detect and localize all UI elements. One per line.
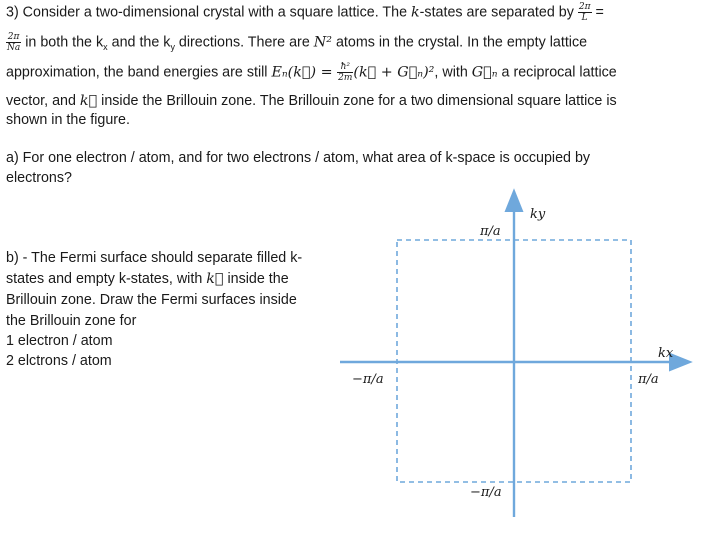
question-line-5 [6,112,130,128]
question-line-3 [6,62,617,83]
part-a-line-2 [6,170,72,186]
left-boundary-label: −π/a [352,372,384,387]
part-b-text: 1 electron / atom [6,333,113,349]
k-vector: k⃗ [206,271,224,287]
part-b-text: the Brillouin zone for [6,313,137,329]
part-b-text: Brillouin zone. Draw the Fermi surfaces inside [6,292,297,308]
part-b-text: 2 elctrons / atom [6,353,112,369]
kx-label: kx [658,346,674,361]
q-text: inside the Brillouin zone. The Brillouin zone for a two dimensional square lattice is [97,93,617,109]
frac-den: Na [7,43,21,53]
frac-den: L [581,13,588,23]
energy-formula-tail: (k⃗ + G⃗ₙ)² [353,64,435,81]
sub-x: x [103,42,108,53]
brillouin-zone-figure [330,185,700,520]
fraction-2pi-over-L [578,2,592,23]
q-text: shown in the figure. [6,112,130,128]
part-b-text: inside the [223,271,289,287]
n-squared: N² [313,34,332,51]
question-line-2 [6,32,587,53]
part-a-line-1 [6,150,590,166]
q-text: a reciprocal lattice [497,64,617,81]
energy-formula: Eₙ(k⃗) = [271,64,338,81]
fraction-hbar2-over-2m [337,62,353,83]
right-boundary-label: π/a [638,372,659,387]
sub-y: y [170,42,175,53]
part-a-text: electrons? [6,170,72,186]
top-boundary-label: π/a [480,224,501,239]
part-b-text: states and empty k-states, with [6,271,207,287]
k-symbol: k [411,4,420,21]
q-text: , with [434,64,472,81]
q-text: in both the k [25,34,104,51]
q-text: approximation, the band energies are still [6,64,272,81]
ky-label: ky [530,207,546,222]
part-b-text: b) - The Fermi surface should separate filled k- [6,250,303,266]
part-b-line-1 [6,250,302,266]
q-text: 3) Consider a two-dimensional crystal with a square lattice. The [6,4,411,21]
equals-sign: = [595,4,604,21]
g-vector: G⃗ₙ [471,64,498,81]
frac-num: 2π [7,32,20,42]
frac-den: 2m [338,73,353,83]
k-vector: k⃗ [79,93,98,109]
q-text: atoms in the crystal. In the empty lattice [332,34,588,51]
q-text: vector, and [6,93,80,109]
q-text: -states are separated by [419,4,574,21]
question-line-4 [6,93,617,109]
q-text: directions. There are [174,34,314,51]
part-b-line-6 [6,353,112,369]
question-line-1 [6,2,604,23]
part-b-line-2 [6,271,289,287]
q-text: and the k [107,34,171,51]
part-a-text: a) For one electron / atom, and for two electrons / atom, what area of k-space is occupied by [6,150,591,166]
bottom-boundary-label: −π/a [470,485,502,500]
part-b-line-4 [6,313,136,329]
frac-num: ħ² [337,62,353,73]
part-b-line-5 [6,333,113,349]
part-b-line-3 [6,292,297,308]
frac-num: 2π [578,2,591,12]
fraction-2pi-over-Na [6,32,21,53]
